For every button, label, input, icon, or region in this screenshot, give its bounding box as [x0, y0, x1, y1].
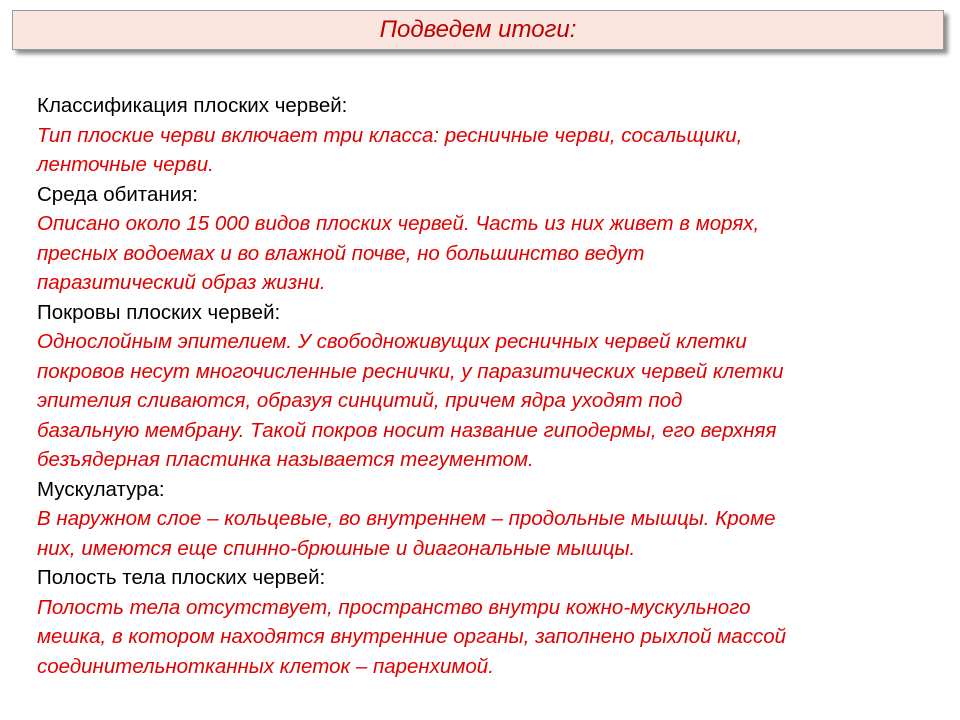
summary-content [37, 91, 937, 681]
answer-line: ленточные черви. [37, 153, 214, 176]
slide-title: Подведем итоги: [379, 16, 577, 43]
answer-line: соединительнотканных клеток – паренхимой. [37, 654, 494, 678]
title-banner [12, 10, 944, 50]
answer-line: базальную мембрану. Такой покров носит название гиподермы, его верхняя [37, 418, 777, 442]
section-heading-classification: Классификация плоских червей: [37, 94, 348, 117]
answer-line: покровов несут многочисленные реснички, у паразитических червей клетки [37, 359, 784, 383]
answer-line: В наружном слое – кольцевые, во внутреннем – продольные мышцы. Кроме [37, 507, 776, 530]
answer-line: Описано около 15 000 видов плоских червей. Часть из них живет в морях, [37, 212, 760, 235]
answer-line: мешка, в котором находятся внутренние органы, заполнено рыхлой массой [37, 625, 787, 648]
section-heading-body-cavity: Полость тела плоских червей: [37, 566, 326, 589]
answer-line: Однослойным эпителием. У свободноживущих ресничных червей клетки [37, 330, 747, 353]
section-heading-habitat: Среда обитания: [37, 182, 198, 206]
section-heading-musculature: Мускулатура: [37, 477, 165, 501]
section-heading-integument: Покровы плоских червей: [37, 300, 281, 324]
answer-line: пресных водоемах и во влажной почве, но большинство ведут [37, 241, 645, 265]
answer-line: Тип плоские черви включает три класса: ресничные черви, сосальщики, [37, 123, 743, 147]
answer-line: эпителия сливаются, образуя синцитий, причем ядра уходят под [37, 389, 683, 412]
answer-line: паразитический образ жизни. [37, 271, 326, 294]
answer-line: Полость тела отсутствует, пространство внутри кожно-мускульного [37, 595, 751, 619]
answer-line: безъядерная пластинка называется тегументом. [37, 448, 534, 471]
answer-line: них, имеются еще спинно-брюшные и диагональные мышцы. [37, 536, 636, 560]
